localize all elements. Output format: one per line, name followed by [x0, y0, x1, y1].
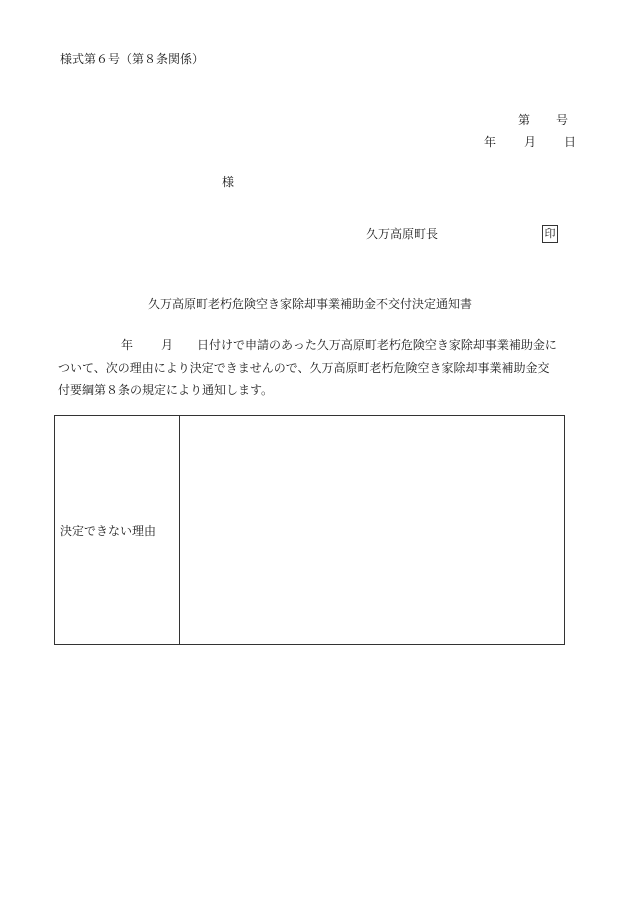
date-month: 月: [524, 135, 537, 149]
seal-mark: 印: [542, 225, 558, 243]
reason-label: 決定できない理由: [55, 416, 180, 645]
document-number: [518, 112, 568, 128]
reason-value-cell[interactable]: [180, 416, 565, 645]
body-paragraph: [58, 334, 570, 402]
body-line-2: ついて、次の理由により決定できませんので、久万高原町老朽危険空き家除却事業補助金交: [58, 360, 550, 375]
body-year: 年: [121, 338, 134, 352]
body-line-1-text: 日付けで申請のあった久万高原町老朽危険空き家除却事業補助金に: [197, 338, 557, 352]
issuer-name: 久万高原町長: [366, 227, 439, 241]
document-title: 久万高原町老朽危険空き家除却事業補助金不交付決定通知書: [148, 297, 473, 311]
number-suffix: 号: [556, 113, 569, 127]
body-line-1: [58, 334, 570, 357]
reason-table: [54, 415, 565, 645]
number-prefix: 第: [518, 113, 531, 127]
recipient-suffix: 様: [222, 175, 235, 189]
issue-date: [484, 134, 576, 150]
body-line-3: 付要綱第８条の規定により通知します。: [58, 383, 274, 397]
form-label: 様式第６号（第８条関係）: [60, 52, 205, 66]
table-row: [55, 416, 565, 645]
date-day: 日: [564, 135, 577, 149]
body-month: 月: [161, 338, 174, 352]
date-year: 年: [484, 135, 497, 149]
